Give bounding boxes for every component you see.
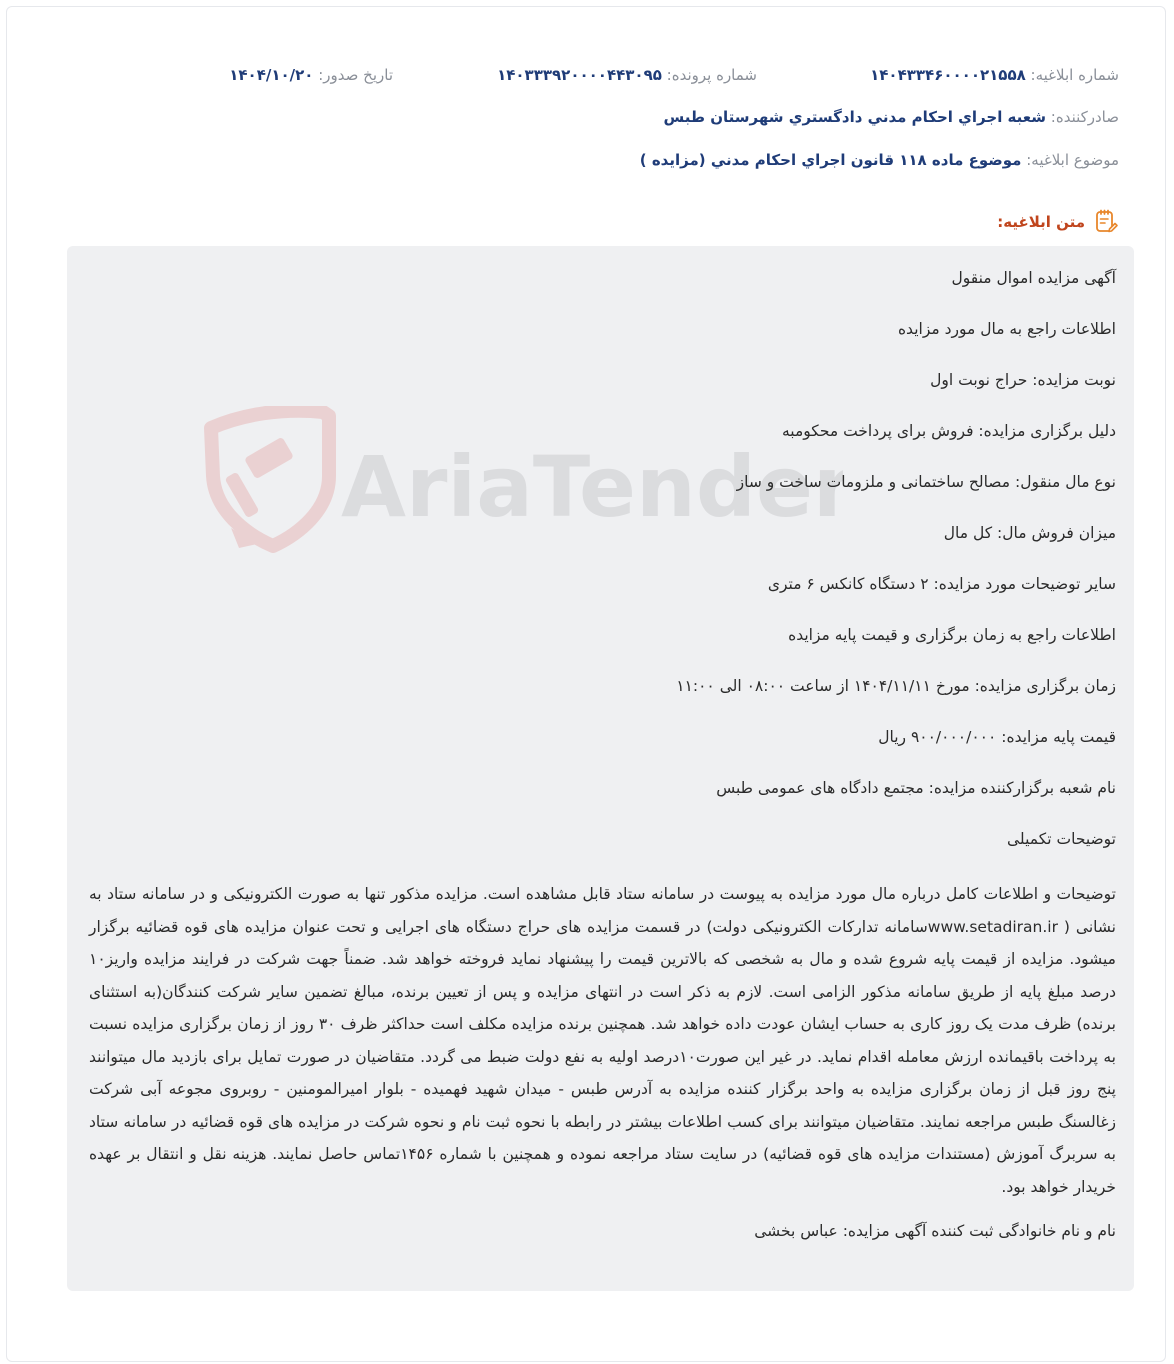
notice-content — [67, 246, 1134, 1291]
case-number — [497, 64, 757, 86]
paragraph-item-info: اطلاعات راجع به مال مورد مزایده — [897, 320, 1116, 338]
document-edit-icon — [1093, 209, 1119, 235]
paragraph-item-type: نوع مال منقول: مصالح ساختمانی و ملزومات ساخت و ساز — [736, 473, 1116, 491]
meta-row-issuer — [47, 106, 1119, 128]
paragraph-auction-time: زمان برگزاری مزایده: مورخ ۱۴۰۴/۱۱/۱۱ از ساعت ۰۸:۰۰ الی ۱۱:۰۰ — [676, 677, 1116, 695]
issue-date — [229, 64, 393, 86]
issue-date-value: ۱۴۰۴/۱۰/۲۰ — [229, 66, 314, 84]
paragraph-round: نوبت مزایده: حراج نوبت اول — [930, 371, 1116, 389]
watermark-text: AriaTender — [341, 438, 843, 536]
paragraph-branch: نام شعبه برگزارکننده مزایده: مجتمع دادگاه های عمومی طبس — [716, 779, 1116, 797]
paragraph-sale-amount: میزان فروش مال: کل مال — [943, 524, 1116, 542]
notice-number — [870, 64, 1119, 86]
subject-value: موضوع ماده ۱۱۸ قانون اجراي احکام مدني (مزايده ) — [639, 151, 1022, 169]
paragraph-extra-details: توضیحات و اطلاعات کامل درباره مال مورد مزایده به پیوست در سامانه ستاد قابل مشاهده است. مزایده مذکور تنها به صورت الکترونیکی و در سامانه ستاد به نشانی ( www.setadiran.irسامانه تدارکات الکترونیکی دولت) در قسمت مزایده های حراج دستگاه های اجرایی و تحت عنوان مزایده های قوه قضائیه برگزار میشود. مزایده از قیمت پایه شروع شده و مال به شخصی که بالاترین قیمت را پیشنهاد نماید فروخته خواهد شد. ضمناً جهت شرکت در فرایند مزایده واریز۱۰ درصد مبلغ پایه از طریق سامانه مذکور الزامی است. لازم به ذکر است در انتهای مزایده و پس از تعیین برنده، مبالغ تضمین سایر شرکت کنندگان(به استثنای برنده) ظرف مدت یک روز کاری به حساب ایشان عودت داده خواهد شد. همچنین برنده مزایده مکلف است حداکثر ظرف ۳۰ روز از زمان برگزاری مزایده نسبت به پرداخت باقیمانده ارزش معامله اقدام نماید. در غیر این صورت۱۰درصد اولیه به نفع دولت ضبط می گردد. متقاضیان در صورت تمایل برای بازدید مال میتوانند پنج روز قبل از زمان برگزاری مزایده به واحد برگزار کننده مزایده به آدرس طبس - میدان شهید فهمیده - بلوار امیرالمومنین - روبروی مجوعه آبی شرکت زغالسنگ طبس مراجعه نمایند. متقاضیان میتوانند برای کسب اطلاعات بیشتر در رابطه با نحوه ثبت نام و نحوه شرکت در مزایده های قوه قضائیه در سامانه ستاد به سربرگ آموزش (مستندات مزایده های قوه قضائیه) در سایت ستاد مراجعه نموده و همچنین با شماره ۱۴۵۶تماس حاصل نمایند. هزینه نقل و انتقال بر عهده خریدار خواهد بود. — [89, 885, 1117, 1196]
notice-text-title: متن ابلاغیه: — [997, 213, 1085, 231]
issuer-value: شعبه اجراي احکام مدني دادگستري شهرستان طبس — [663, 108, 1046, 126]
paragraph-other-details: سایر توضیحات مورد مزایده: ۲ دستگاه کانکس ۶ متری — [767, 575, 1116, 593]
notice-text-heading — [997, 209, 1119, 235]
paragraph-extra-title: توضیحات تکمیلی — [1007, 830, 1116, 848]
case-number-label: شماره پرونده: — [666, 66, 757, 84]
notice-number-label: شماره ابلاغیه: — [1030, 66, 1119, 84]
notice-number-value: ۱۴۰۴۳۳۴۶۰۰۰۰۲۱۵۵۸ — [870, 66, 1026, 84]
paragraph-title: آگهی مزایده اموال منقول — [951, 269, 1116, 287]
issue-date-label: تاریخ صدور: — [318, 66, 393, 84]
subject-label: موضوع ابلاغیه: — [1026, 151, 1119, 169]
paragraph-base-price: قیمت پایه مزایده: ۹۰۰/۰۰۰/۰۰۰ ریال — [878, 728, 1116, 746]
meta-row-subject — [47, 149, 1119, 171]
paragraph-registrar: نام و نام خانوادگی ثبت کننده آگهی مزایده: عباس بخشی — [754, 1222, 1116, 1240]
case-number-value: ۱۴۰۳۳۳۹۲۰۰۰۰۴۴۳۰۹۵ — [497, 66, 662, 84]
paragraph-reason: دلیل برگزاری مزایده: فروش برای پرداخت محکومبه — [782, 422, 1116, 440]
issuer-label: صادرکننده: — [1050, 108, 1119, 126]
notice-page — [6, 6, 1166, 1362]
paragraph-time-info: اطلاعات راجع به زمان برگزاری و قیمت پایه مزایده — [788, 626, 1116, 644]
